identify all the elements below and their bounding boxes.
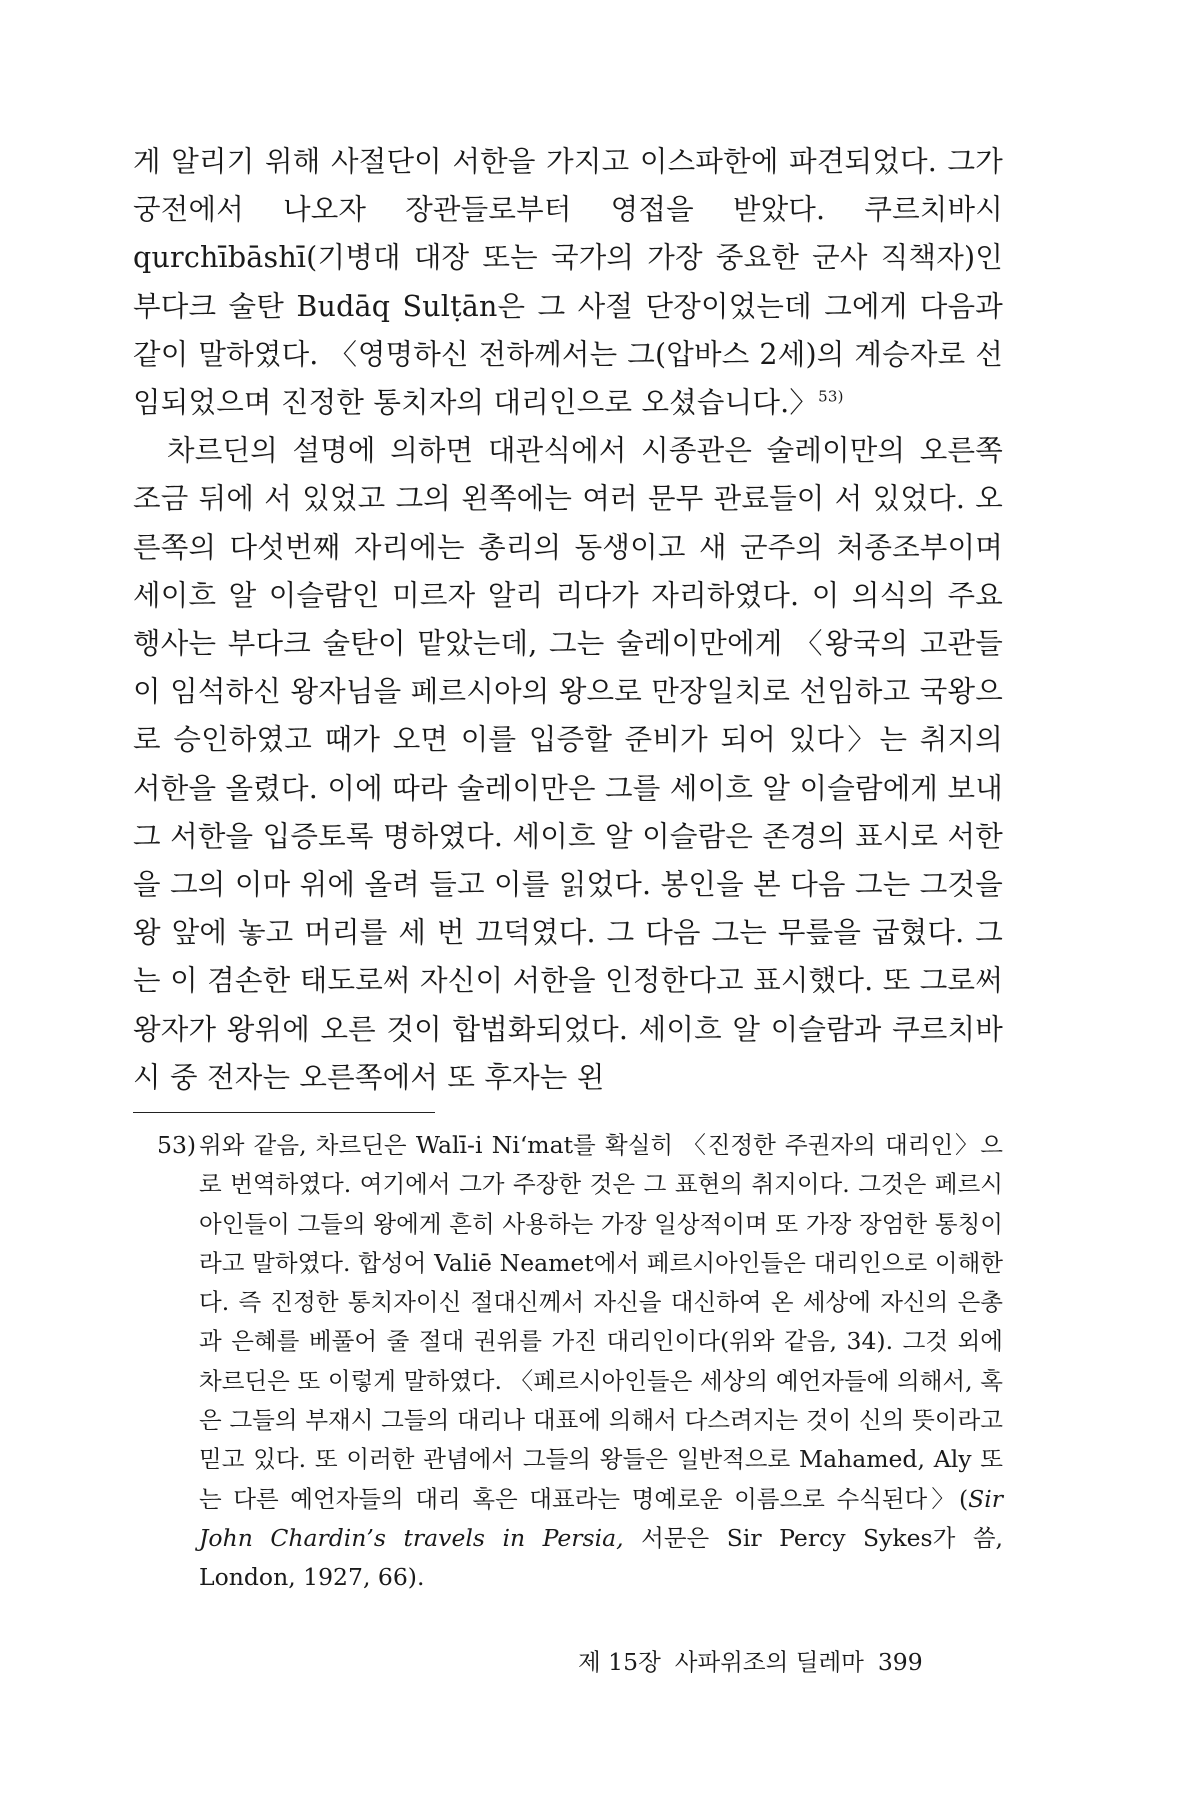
footnote-reference-53: 53) [818,387,844,406]
footnote-divider [133,1112,435,1113]
footnote-number: 53) [157,1131,197,1159]
footnote-book-title: Sir John Chardin’s travels in Persia, [199,1484,1003,1552]
chapter-title: 사파위조의 딜레마 [674,1648,864,1676]
footnote-text-b: 서문은 Sir Percy Sykes가 씀, London, 1927, 66). [199,1523,1004,1592]
footnote-body [133,1126,1003,1598]
paragraph-1 [133,138,1003,427]
page-number: 399 [877,1648,923,1676]
paragraph-1-text: 게 알리기 위해 사절단이 서한을 가지고 이스파한에 파견되었다. 그가 궁전에서 나오자 장관들로부터 영접을 받았다. 쿠르치바시 qurchībāshī(기병대 대장 또는 국가의 가장 중요한 군사 직책자)인 부다크 술탄 Budāq Sulṭān은 그 사절 단장이었는데 그에게 다음과 같이 말하였다. 〈영명하신 전하께서는 그(압바스 2세)의 계승자로 선임되었으며 진정한 통치자의 대리인으로 오셨습니다.〉 [133,145,1003,420]
running-footer [578,1647,998,1677]
chapter-label: 제 15장 [578,1648,661,1676]
footnote-text-a: 위와 같음, 차르딘은 Walī-i Ni‘mat를 확실히 〈진정한 주권자의 대리인〉으로 번역하였다. 여기에서 그가 주장한 것은 그 표현의 취지이다. 그것은 페르시아인들이 그들의 왕에게 흔히 사용하는 가장 일상적이며 또 가장 장엄한 통칭이라고 말하였다. 합성어 Valiē Neamet에서 페르시아인들은 대리인으로 이해한다. 즉 진정한 통치자이신 절대신께서 자신을 대신하여 온 세상에 자신의 은총과 은혜를 베풀어 줄 절대 권위를 가진 대리인이다(위와 같음, 34). 그것 외에 차르딘은 또 이렇게 말하였다. 〈페르시아인들은 세상의 예언자들에 의해서, 혹은 그들의 부재시 그들의 대리나 대표에 의해서 다스려지는 것이 신의 뜻이라고 믿고 있다. 또 이러한 관념에서 그들의 왕들은 일반적으로 Mahamed, Aly 또는 다른 예언자들의 대리 혹은 대표라는 명예로운 이름으로 수식된다〉( [199,1131,1003,1513]
paragraph-2: 차르딘의 설명에 의하면 대관식에서 시종관은 술레이만의 오른쪽 조금 뒤에 서 있었고 그의 왼쪽에는 여러 문무 관료들이 서 있었다. 오른쪽의 다섯번째 자리에는 총리의 동생이고 새 군주의 처종조부이며 세이흐 알 이슬람인 미르자 알리 리다가 자리하였다. 이 의식의 주요 행사는 부다크 술탄이 맡았는데, 그는 술레이만에게 〈왕국의 고관들이 임석하신 왕자님을 페르시아의 왕으로 만장일치로 선임하고 국왕으로 승인하였고 때가 오면 이를 입증할 준비가 되어 있다〉는 취지의 서한을 올렸다. 이에 따라 술레이만은 그를 세이흐 알 이슬람에게 보내 그 서한을 입증토록 명하였다. 세이흐 알 이슬람은 존경의 표시로 서한을 그의 이마 위에 올려 들고 이를 읽었다. 봉인을 본 다음 그는 그것을 왕 앞에 놓고 머리를 세 번 끄덕였다. 그 다음 그는 무릎을 굽혔다. 그는 이 겸손한 태도로써 자신이 서한을 인정한다고 표시했다. 또 그로써 왕자가 왕위에 오른 것이 합법화되었다. 세이흐 알 이슬람과 쿠르치바시 중 전자는 오른쪽에서 또 후자는 왼 [133,434,1003,1094]
footnote-53 [133,1126,1003,1598]
main-text [133,138,1003,1102]
